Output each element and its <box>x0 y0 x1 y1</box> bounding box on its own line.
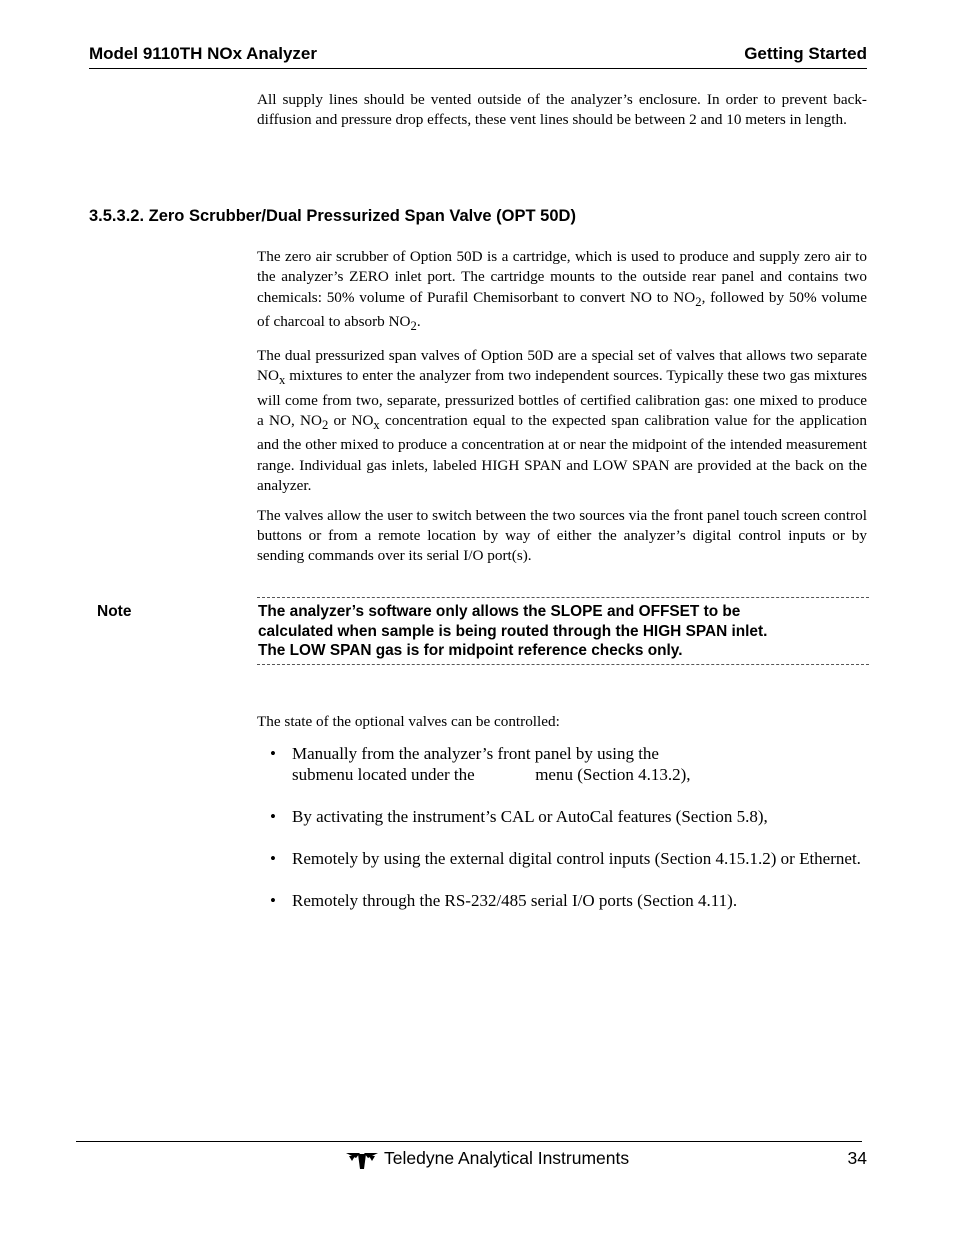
note-label: Note <box>97 603 132 620</box>
page-footer <box>0 1148 954 1172</box>
bullet-1-line-2a: submenu located under the <box>292 765 475 784</box>
teledyne-logo-icon <box>345 1150 379 1170</box>
footer-company: Teledyne Analytical Instruments <box>384 1148 630 1168</box>
list-item <box>270 890 870 911</box>
p1-sub-1: 2 <box>695 294 702 309</box>
page-header <box>89 44 867 69</box>
note-bottom-divider <box>257 664 869 665</box>
intro-paragraph: All supply lines should be vented outside of the analyzer’s enclosure. In order to prevent back-diffusion and pressure drop effects, these vent lines should be between 2 and 10 meters in length. <box>257 91 867 129</box>
footer-divider <box>76 1141 862 1142</box>
page-number: 34 <box>847 1148 867 1168</box>
note-line-2: calculated when sample is being routed through the HIGH SPAN inlet. <box>258 622 768 640</box>
bullet-icon: • <box>270 807 276 826</box>
note-block <box>89 597 869 665</box>
p1-text-b: , followed by 50% volume of charcoal to absorb NO <box>257 288 867 331</box>
p2-sub-3: x <box>373 417 380 432</box>
list-item <box>270 743 870 785</box>
p1-text-c: . <box>416 313 421 331</box>
p2-sub-1: x <box>278 373 286 388</box>
bullet-2-text: By activating the instrument’s CAL or AutoCal features (Section 5.8), <box>292 807 768 826</box>
p2-text-c: or NO <box>328 411 374 429</box>
paragraph-scrubber <box>257 247 867 337</box>
list-item <box>270 806 870 827</box>
paragraph-span-valves <box>257 346 867 497</box>
p2-text-d: concentration equal to the expected span calibration value for the application and the other mixed to produce a concentration at or near the midpoint of the intended measurement range. Individual gas inlets, labeled HIGH SPAN and LOW SPAN are provided at the back on the analyzer. <box>257 411 867 495</box>
bullet-4-text: Remotely through the RS-232/485 serial I/O ports (Section 4.11). <box>292 891 738 910</box>
list-item <box>270 848 870 869</box>
bullet-1-line-1: Manually from the analyzer’s front panel by using the <box>292 744 659 763</box>
p1-text-a: The zero air scrubber of Option 50D is a cartridge, which is used to produce and supply zero air to the analyzer’s ZERO inlet port. The cartridge mounts to the outside rear panel and contains two chemicals: 50% volume of Purafil Chemisorbant to convert NO to NO <box>257 248 867 306</box>
controls-intro: The state of the optional valves can be controlled: <box>257 713 560 730</box>
bullet-3-text: Remotely by using the external digital control inputs (Section 4.15.1.2) or Ethernet. <box>292 849 861 868</box>
section-heading: 3.5.3.2. Zero Scrubber/Dual Pressurized Span Valve (OPT 50D) <box>89 207 576 225</box>
note-line-3: The LOW SPAN gas is for midpoint reference checks only. <box>258 642 683 659</box>
p1-sub-2: 2 <box>410 319 417 334</box>
bullet-icon: • <box>270 849 276 868</box>
header-section: Getting Started <box>744 44 867 63</box>
p2-text-b: mixtures to enter the analyzer from two independent sources. Typically these two gas mixtures will come from two, separate, pressurized bottles of certified calibration gas: one mixed to produce a NO, NO <box>257 367 867 429</box>
intro-paragraph-block <box>257 90 867 140</box>
bullet-icon: • <box>270 744 276 763</box>
note-top-divider <box>257 597 869 598</box>
p2-sub-2: 2 <box>321 417 329 432</box>
bullet-icon: • <box>270 891 276 910</box>
note-line-1: The analyzer’s software only allows the SLOPE and OFFSET to be <box>258 603 741 620</box>
header-title: Model 9110TH NOx Analyzer <box>89 44 318 63</box>
p2-text-a: The dual pressurized span valves of Option 50D are a special set of valves that allows two separate NO <box>257 346 867 385</box>
controls-list <box>270 743 870 932</box>
note-text <box>258 602 858 661</box>
paragraph-valve-switching: The valves allow the user to switch between the two sources via the front panel touch screen control buttons or from a remote location by way of either the analyzer’s digital control inputs or by sending commands over its serial I/O port(s). <box>257 506 867 565</box>
bullet-1-line-2b: menu (Section 4.13.2), <box>535 765 691 784</box>
bullet-1-line-2 <box>292 764 870 785</box>
section-body <box>257 247 867 576</box>
